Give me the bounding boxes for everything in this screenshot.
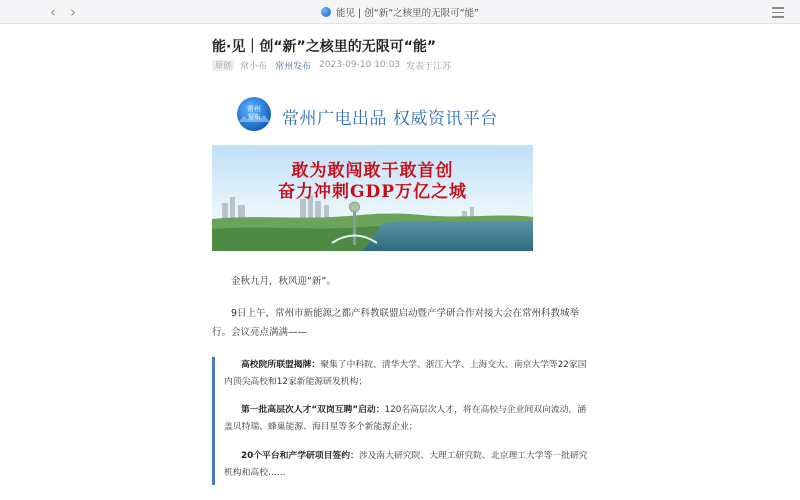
article-meta (212, 58, 451, 72)
publish-time: 2023-09-10 10:03 (319, 60, 401, 70)
highlight-text: 涉及南大研究院、大理工研究院、北京理工大学等一批研究机构和高校…… (224, 451, 588, 478)
author-name: 常小布 (240, 61, 268, 72)
highlight-title: 20个平台和产学研项目签约： (241, 451, 359, 461)
window-title (0, 0, 800, 24)
publish-location: 发表于江苏 (406, 61, 452, 72)
back-icon[interactable]: ‹ (50, 3, 56, 21)
highlights-quote (212, 357, 592, 485)
window-titlebar (0, 0, 800, 24)
menu-icon[interactable] (770, 4, 786, 20)
brand-logo-line2: 发布 (247, 114, 261, 121)
paragraph-event: 9日上午，常州市新能源之都产科教联盟启动暨产学研合作对接大会在常州科教城举行。会议亮点满满—— (212, 308, 580, 338)
article-headline: 能·见｜创“新”之核里的无限可“能” (212, 39, 437, 55)
paragraph-intro: 金秋九月，秋风迎“新”。 (231, 276, 336, 287)
highlight-title: 第一批高层次人才“双岗互聘”启动： (241, 405, 385, 415)
brand-logo-line1: 常州 (247, 106, 261, 113)
site-favicon-icon (321, 7, 331, 17)
poster-slogan-line2: 奋力冲刺GDP万亿之城 (277, 182, 468, 202)
highlight-item (224, 357, 592, 391)
brand-slogan: 常州广电出品 权威资讯平台 (282, 109, 498, 129)
brand-logo (228, 96, 280, 132)
highlight-title: 高校院所联盟揭牌： (241, 360, 321, 370)
source-link[interactable]: 常州发布 (275, 61, 312, 72)
highlight-text: 聚集了中科院、清华大学、浙江大学、上海交大、南京大学等22家国内顶尖高校和12家新能源研发机构； (224, 360, 587, 387)
original-badge: 原创 (212, 60, 234, 71)
highlight-text: 120名高层次人才，将在高校与企业间双向流动，涵盖贝特瑞、蜂巢能源、海目星等多个新能源企业； (224, 405, 587, 432)
window-title-text: 能见 | 创“新”之核里的无限可“能” (336, 8, 479, 19)
highlight-item (224, 402, 592, 436)
poster-slogan-line1: 敢为敢闯敢干敢首创 (291, 161, 454, 181)
poster-image (212, 145, 533, 251)
forward-icon[interactable]: › (70, 3, 76, 21)
highlight-item (224, 448, 592, 482)
